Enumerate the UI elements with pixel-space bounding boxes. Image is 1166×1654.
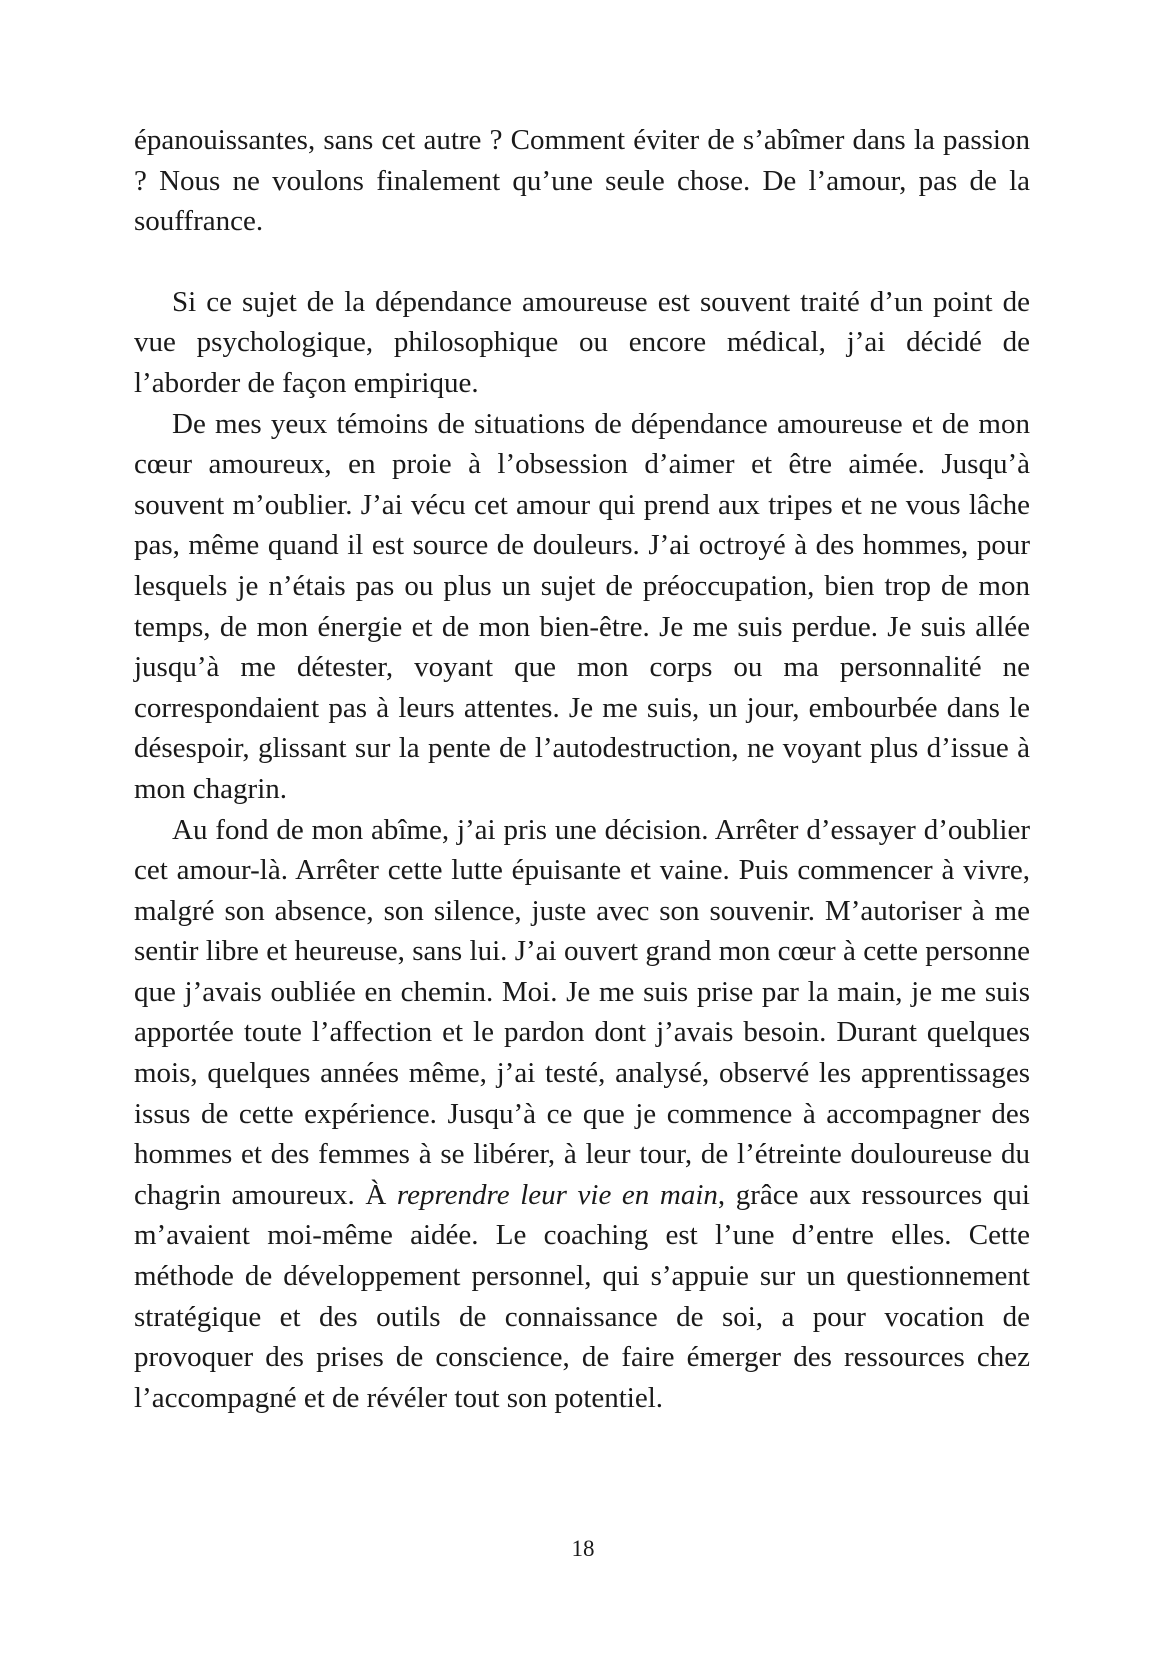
paragraph-4-after-italic: , grâce aux ressources qui m’avaient moi-même aidée. Le coaching est l’une d’entre elles. Cette méthode de développement personnel, qui s’appuie sur un questionnement stratégique et des outils de connaissance de soi, a pour vocation de provoquer des prises de conscience, de faire émerger des ressources chez l’accompagné et de révéler tout son potentiel. [134,1178,1030,1414]
paragraph-2: Si ce sujet de la dépendance amoureuse est souvent traité d’un point de vue psychologique, philosophique ou encore médical, j’ai décidé de l’aborder de façon empirique. [134,285,1030,399]
body-text [134,120,1030,1418]
paragraph-4-italic-phrase: reprendre leur vie en main [396,1178,718,1211]
paragraph-1: épanouissantes, sans cet autre ? Comment éviter de s’abîmer dans la passion ? Nous ne voulons finalement qu’une seule chose. De l’amour, pas de la souffrance. [134,124,1030,238]
paragraph-4-before-italic: Au fond de mon abîme, j’ai pris une décision. Arrêter d’essayer d’oublier cet amour-là. Arrêter cette lutte épuisante et vaine. Puis commencer à vivre, malgré son absence, son silence, juste avec son souvenir. M’autoriser à me sentir libre et heureuse, sans lui. J’ai ouvert grand mon cœur à cette personne que j’avais oubliée en chemin. Moi. Je me suis prise par la main, je me suis apportée toute l’affection et le pardon dont j’avais besoin. Durant quelques mois, quelques années même, j’ai testé, analysé, observé les apprentissages issus de cette expérience. Jusqu’à ce que je commence à accompagner des hommes et des femmes à se libérer, à leur tour, de l’étreinte douloureuse du chagrin amoureux. À [134,813,1030,1211]
paragraph-spacer [134,242,1030,282]
paragraph-4 [134,810,1030,1419]
paragraph-3: De mes yeux témoins de situations de dépendance amoureuse et de mon cœur amoureux, en proie à l’obsession d’aimer et être aimée. Jusqu’à souvent m’oublier. J’ai vécu cet amour qui prend aux tripes et ne vous lâche pas, même quand il est source de douleurs. J’ai octroyé à des hommes, pour lesquels je n’étais pas ou plus un sujet de préoccupation, bien trop de mon temps, de mon énergie et de mon bien-être. Je me suis perdue. Je suis allée jusqu’à me détester, voyant que mon corps ou ma personnalité ne correspondaient pas à leurs attentes. Je me suis, un jour, embourbée dans le désespoir, glissant sur la pente de l’autodestruction, ne voyant plus d’issue à mon chagrin. [134,407,1030,805]
page-number: 18 [571,1536,595,1561]
